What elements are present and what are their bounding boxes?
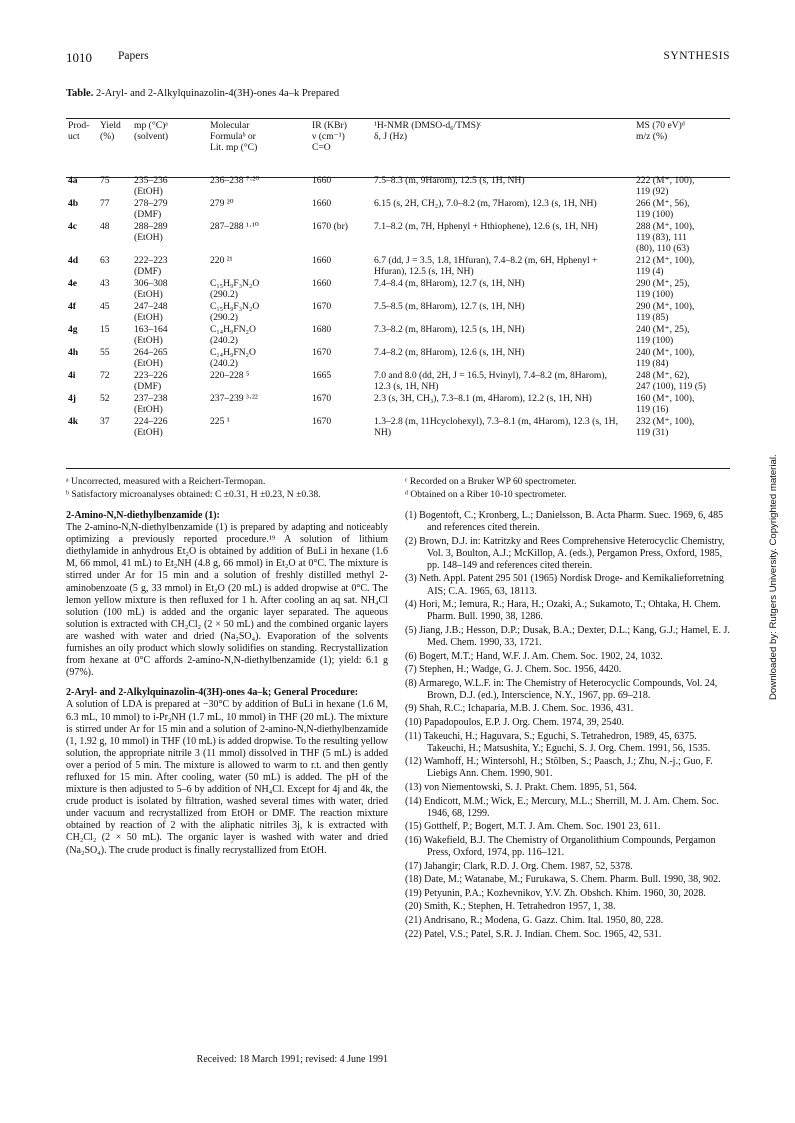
cell-line: C₁₅H₉F₃N₂O bbox=[210, 278, 260, 289]
cell-ms bbox=[634, 163, 730, 198]
cell-ir: 1670 bbox=[312, 393, 332, 404]
cell-line: 7.5–8.3 (m, 9Harom), 12.5 (s, 1H, NH) bbox=[374, 175, 525, 186]
cell-formula bbox=[208, 198, 310, 221]
table-row bbox=[66, 324, 730, 347]
column-header-line: C=O bbox=[312, 142, 331, 153]
cell-line: 287–288 ¹·¹⁰ bbox=[210, 221, 259, 232]
cell-ms bbox=[634, 393, 730, 416]
reference-item: (17) Jahangir; Clark, R.D. J. Org. Chem. 1987, 52, 5378. bbox=[405, 860, 633, 872]
cell-product: 4e bbox=[68, 278, 78, 289]
journal-name: SYNTHESIS bbox=[663, 50, 730, 62]
table-top-rule bbox=[66, 118, 730, 119]
cell-line: C₁₅H₉F₃N₂O bbox=[210, 301, 260, 312]
cell-line: 235–236 bbox=[134, 175, 168, 186]
cell-line: (EtOH) bbox=[134, 312, 163, 323]
cell-line: 119 (100) bbox=[636, 289, 674, 300]
cell-mp-solvent bbox=[132, 324, 208, 347]
cell-line: 278–279 bbox=[134, 198, 168, 209]
column-header-line: mp (°C)ᵃ bbox=[134, 120, 168, 131]
reference-item: (22) Patel, V.S.; Patel, S.R. J. Indian. Chem. Soc. 1965, 42, 531. bbox=[405, 928, 662, 940]
cell-line: 237–238 bbox=[134, 393, 168, 404]
cell-line: 288 (M⁺, 100), bbox=[636, 221, 695, 232]
references-column bbox=[405, 510, 730, 942]
cell-line: 290 (M⁺, 25), bbox=[636, 278, 690, 289]
cell-line: 222 (M⁺, 100), bbox=[636, 175, 695, 186]
cell-line: 160 (M⁺, 100), bbox=[636, 393, 695, 404]
cell-nmr bbox=[372, 221, 634, 255]
cell-nmr bbox=[372, 255, 634, 278]
table-row bbox=[66, 301, 730, 324]
table-label: Table. bbox=[66, 88, 94, 99]
cell-ms bbox=[634, 324, 730, 347]
table-header-row bbox=[66, 120, 730, 163]
section-body-quinazolinones: A solution of LDA is prepared at −30°C by addition of BuLi in hexane (1.6 M, 6.3 mL, 10 mmol) to i-Pr₂NH (1.7 mL, 10 mmol) in THF (20 mL). The mixture is stirred under Ar for 15 min and a solution of 2-amino-N,N-diethylbenzamide (1, 1.92 g, 10 mmol) in THF (10 mL) is added dropwise. To the resulting yellow solution, the appropriate nitrile 3 (11 mmol) dissolved in THF (5 mL) is added over a period of 5 min. The mixture is allowed to warm to r.t. and then gently refluxed for 15 min. After cooling, water (50 mL) is added. The pH of the mixture is then adjusted to 5–6 by addition of NH₄Cl. Except for 4j and 4k, the crude product is isolated by filtration, washed several times with water, dried under vacuum and recrystallized from EtOH or DMF. The reaction mixture obtained by reaction of 2 with the aliphatic nitriles 3j, k is extracted with CH₂Cl₂ (2 × 50 mL). The organic layer is washed with water and dried (Na₂SO₄). The crude product is finally recrystallized from EtOH. bbox=[66, 699, 388, 856]
reference-item: (19) Petyunin, P.A.; Kozhevnikov, Y.V. Zh. Obshch. Khim. 1960, 30, 2028. bbox=[405, 887, 706, 899]
cell-formula bbox=[208, 347, 310, 370]
reference-item: (14) Endicott, M.M.; Wick, E.; Mercury, M.L.; Sherrill, M. J. Am. Chem. Soc. 1946, 68, 1299. bbox=[405, 795, 719, 819]
cell-nmr bbox=[372, 163, 634, 198]
cell-ir: 1670 (br) bbox=[312, 221, 348, 232]
cell-yield: 75 bbox=[100, 175, 110, 186]
results-table bbox=[66, 120, 730, 439]
download-watermark bbox=[768, 400, 782, 700]
cell-formula bbox=[208, 416, 310, 439]
cell-line: 12.3 (s, 1H, NH) bbox=[374, 381, 439, 392]
cell-ir: 1660 bbox=[312, 175, 332, 186]
cell-ir: 1660 bbox=[312, 278, 332, 289]
cell-line: 279 ²⁰ bbox=[210, 198, 234, 209]
cell-line: 240 (M⁺, 25), bbox=[636, 324, 690, 335]
column-header-line: Molecular bbox=[210, 120, 250, 131]
cell-ms bbox=[634, 278, 730, 301]
cell-product: 4b bbox=[68, 198, 79, 209]
cell-line: 224–226 bbox=[134, 416, 168, 427]
cell-product: 4c bbox=[68, 221, 78, 232]
reference-item: (2) Brown, D.J. in: Katritzky and Rees Comprehensive Heterocyclic Chemistry, Vol. 3, Boulton, A.J.; McKillop, A. (eds.), Pergamon Press, Oxford, 1985, pp. 148–149 and references cited therein. bbox=[405, 535, 725, 571]
column-header-line: uct bbox=[68, 131, 80, 142]
cell-line: 248 (M⁺, 62), bbox=[636, 370, 690, 381]
table-row bbox=[66, 370, 730, 393]
cell-formula bbox=[208, 393, 310, 416]
cell-formula bbox=[208, 370, 310, 393]
cell-mp-solvent bbox=[132, 255, 208, 278]
cell-mp-solvent bbox=[132, 370, 208, 393]
cell-line: 7.1–8.2 (m, 7H, Hphenyl + Hthiophene), 12.6 (s, 1H, NH) bbox=[374, 221, 598, 232]
reference-item: (6) Bogert, M.T.; Hand, W.F. J. Am. Chem. Soc. 1902, 24, 1032. bbox=[405, 650, 663, 662]
cell-line: Hfuran), 12.5 (s, 1H, NH) bbox=[374, 266, 474, 277]
reference-item: (20) Smith, K.; Stephen, H. Tetrahedron 1957, 1, 38. bbox=[405, 901, 616, 913]
reference-list bbox=[405, 510, 730, 941]
section-name: Papers bbox=[118, 50, 149, 62]
cell-line: 6.15 (s, 2H, CH₂), 7.0–8.2 (m, 7Harom), 12.3 (s, 1H, NH) bbox=[374, 198, 597, 209]
table-row bbox=[66, 393, 730, 416]
table-row bbox=[66, 255, 730, 278]
section-body-amide: The 2-amino-N,N-diethylbenzamide (1) is prepared by adapting and noticeably optimizing a previously reported procedure.¹⁹ A solution of lithium diethylamide in anhydrous Et₂O is obtained by addition of BuLi in hexane (1.6 M, 66 mmol, 41 mL) to Et₂NH (4.8 g, 66 mmol) in Et₂O at 0°C. The mixture is stirred under Ar for 15 min and a solution of freshly distilled methyl 2-aminobenzoate (5 g, 33 mmol) in Et₂O (20 mL) is added dropwise at 0°C. The lemon yellow mixture is then refluxed for 1 h. After cooling an aq sat. NH₄Cl solution (100 mL) is added and the organic layer separated. The aqueous solution is extracted with CH₂Cl₂ (2 × 50 mL) and the combined organic layers are washed with water and dried (Na₂SO₄). Evaporation of the solvents furnishes an oily product which slowly solidifies on standing. Recrystallization from hexane at 0°C affords 2-amino-N,N-diethylbenzamide (1); yield: 6.1 g (97%). bbox=[66, 522, 388, 679]
cell-yield: 52 bbox=[100, 393, 110, 404]
cell-yield: 45 bbox=[100, 301, 110, 312]
column-header-line: m/z (%) bbox=[636, 131, 668, 142]
cell-ir: 1670 bbox=[312, 416, 332, 427]
cell-formula bbox=[208, 301, 310, 324]
cell-yield: 15 bbox=[100, 324, 110, 335]
table-row bbox=[66, 163, 730, 198]
cell-formula bbox=[208, 255, 310, 278]
text-column-left bbox=[66, 510, 388, 865]
cell-line: 240 (M⁺, 100), bbox=[636, 347, 695, 358]
cell-yield: 72 bbox=[100, 370, 110, 381]
cell-ir: 1660 bbox=[312, 198, 332, 209]
cell-ms bbox=[634, 370, 730, 393]
cell-mp-solvent bbox=[132, 278, 208, 301]
cell-line: 237–239 ³·²² bbox=[210, 393, 258, 404]
cell-formula bbox=[208, 278, 310, 301]
cell-mp-solvent bbox=[132, 163, 208, 198]
cell-line: 163–164 bbox=[134, 324, 168, 335]
cell-line: (EtOH) bbox=[134, 427, 163, 438]
cell-ms bbox=[634, 416, 730, 439]
reference-item: (12) Wamhoff, H.; Wintersohl, H.; Stölben, S.; Paasch, J.; Zhu, N.-j.; Guo, F. Liebigs Ann. Chem. 1990, 901. bbox=[405, 756, 713, 780]
cell-mp-solvent bbox=[132, 301, 208, 324]
cell-line: 119 (100) bbox=[636, 335, 674, 346]
cell-product: 4g bbox=[68, 324, 78, 335]
cell-line: 119 (100) bbox=[636, 209, 674, 220]
cell-nmr bbox=[372, 347, 634, 370]
column-header-line: Yield bbox=[100, 120, 121, 131]
cell-line: 7.0 and 8.0 (dd, 2H, J = 16.5, Hvinyl), 7.4–8.2 (m, 8Harom), bbox=[374, 370, 607, 381]
column-header-line: ν (cm⁻¹) bbox=[312, 131, 345, 142]
cell-product: 4i bbox=[68, 370, 76, 381]
cell-line: (DMF) bbox=[134, 266, 162, 277]
reference-item: (21) Andrisano, R.; Modena, G. Gazz. Chim. Ital. 1950, 80, 228. bbox=[405, 914, 664, 926]
reference-item: (5) Jiang, J.B.; Hesson, D.P.; Dusak, B.A.; Dexter, D.L.; Kang, G.J.; Hamel, E. J. Med. Chem. 1990, 33, 1721. bbox=[405, 624, 730, 648]
reference-item: (11) Takeuchi, H.; Haguvara, S.; Eguchi, S. Tetrahedron, 1989, 45, 6375. Takeuchi, H.; Matsushita, Y.; Eguchi, S. J. Org. Chem. 1991, 56, 1535. bbox=[405, 730, 711, 754]
cell-product: 4k bbox=[68, 416, 79, 427]
cell-line: 2.3 (s, 3H, CH₃), 7.3–8.1 (m, 4Harom), 12.2 (s, 1H, NH) bbox=[374, 393, 592, 404]
cell-line: (DMF) bbox=[134, 381, 162, 392]
table-row bbox=[66, 198, 730, 221]
cell-ms bbox=[634, 221, 730, 255]
cell-nmr bbox=[372, 416, 634, 439]
cell-ir: 1670 bbox=[312, 347, 332, 358]
cell-mp-solvent bbox=[132, 416, 208, 439]
table-caption bbox=[66, 88, 339, 99]
cell-line: 306–308 bbox=[134, 278, 168, 289]
table-row bbox=[66, 221, 730, 255]
reference-item: (7) Stephen, H.; Wadge, G. J. Chem. Soc. 1956, 4420. bbox=[405, 664, 622, 676]
cell-yield: 77 bbox=[100, 198, 110, 209]
cell-line: (290.2) bbox=[210, 312, 238, 323]
cell-mp-solvent bbox=[132, 393, 208, 416]
cell-line: 7.4–8.4 (m, 8Harom), 12.7 (s, 1H, NH) bbox=[374, 278, 525, 289]
column-header-line: δ, J (Hz) bbox=[374, 131, 408, 142]
column-header-ms bbox=[634, 120, 730, 163]
cell-line: 266 (M⁺, 56), bbox=[636, 198, 690, 209]
cell-line: (EtOH) bbox=[134, 358, 163, 369]
received-dates: Received: 18 March 1991; revised: 4 June 1991 bbox=[196, 1054, 388, 1065]
cell-mp-solvent bbox=[132, 347, 208, 370]
reference-item: (15) Gotthelf, P.; Bogert, M.T. J. Am. Chem. Soc. 1901 23, 611. bbox=[405, 821, 661, 833]
page-number: 1010 bbox=[66, 50, 92, 65]
column-header-product bbox=[66, 120, 98, 163]
cell-line: 220–228 ⁵ bbox=[210, 370, 250, 381]
column-header-line: ¹H-NMR (DMSO-d₆/TMS)ᶜ bbox=[374, 120, 482, 131]
column-header-line: Prod- bbox=[68, 120, 90, 131]
column-header-line: (%) bbox=[100, 131, 115, 142]
cell-line: 236–238 ⁷·²⁰ bbox=[210, 175, 260, 186]
cell-line: 247 (100), 119 (5) bbox=[636, 381, 706, 392]
cell-nmr bbox=[372, 393, 634, 416]
cell-line: 232 (M⁺, 100), bbox=[636, 416, 695, 427]
cell-line: 119 (31) bbox=[636, 427, 669, 438]
cell-ms bbox=[634, 347, 730, 370]
cell-product: 4j bbox=[68, 393, 76, 404]
reference-item: (10) Papadopoulos, E.P. J. Org. Chem. 1974, 39, 2540. bbox=[405, 717, 624, 728]
cell-line: 119 (85) bbox=[636, 312, 669, 323]
cell-ir: 1660 bbox=[312, 255, 332, 266]
cell-line: (240.2) bbox=[210, 358, 238, 369]
cell-line: C₁₄H₉FN₂O bbox=[210, 324, 256, 335]
cell-line: 222–223 bbox=[134, 255, 168, 266]
column-header-line: IR (KBr) bbox=[312, 120, 347, 131]
cell-line: (EtOH) bbox=[134, 335, 163, 346]
cell-line: 1.3–2.8 (m, 11Hcyclohexyl), 7.3–8.1 (m, 4Harom), 12.3 (s, 1H, bbox=[374, 416, 618, 427]
cell-line: 119 (83), 111 bbox=[636, 232, 687, 243]
cell-line: 6.7 (dd, J = 3.5, 1.8, 1Hfuran), 7.4–8.2 (m, 6H, Hphenyl + bbox=[374, 255, 598, 266]
column-header-ir bbox=[310, 120, 372, 163]
cell-line: 119 (16) bbox=[636, 404, 669, 415]
table-bottom-rule bbox=[66, 468, 730, 469]
cell-line: (EtOH) bbox=[134, 186, 163, 197]
cell-line: 119 (92) bbox=[636, 186, 669, 197]
footnote-b: ᵇ Satisfactory microanalyses obtained: C ±0.31, H ±0.23, N ±0.38. bbox=[66, 489, 321, 500]
reference-item: (1) Bogentoft, C.; Kronberg, L.; Danielsson, B. Acta Pharm. Suec. 1969, 6, 485 and references cited therein. bbox=[405, 510, 724, 534]
cell-line: NH) bbox=[374, 427, 392, 438]
table-body bbox=[66, 163, 730, 439]
cell-mp-solvent bbox=[132, 221, 208, 255]
cell-product: 4h bbox=[68, 347, 79, 358]
cell-product: 4d bbox=[68, 255, 79, 266]
table-title: 2-Aryl- and 2-Alkylquinazolin-4(3H)-ones 4a–k Prepared bbox=[95, 88, 340, 99]
cell-mp-solvent bbox=[132, 198, 208, 221]
table-row bbox=[66, 416, 730, 439]
column-header-mp-solvent bbox=[132, 120, 208, 163]
section-heading-quinazolinones: 2-Aryl- and 2-Alkylquinazolin-4(3H)-ones 4a–k; General Procedure: bbox=[66, 687, 359, 699]
column-header-nmr bbox=[372, 120, 634, 163]
cell-nmr bbox=[372, 198, 634, 221]
cell-product: 4f bbox=[68, 301, 76, 312]
cell-yield: 63 bbox=[100, 255, 110, 266]
cell-line: 247–248 bbox=[134, 301, 168, 312]
cell-line: 288–289 bbox=[134, 221, 168, 232]
cell-line: (240.2) bbox=[210, 335, 238, 346]
download-watermark-text: Downloaded by: Rutgers University. Copyrighted material. bbox=[768, 454, 779, 700]
cell-line: (290.2) bbox=[210, 289, 238, 300]
reference-item: (3) Neth. Appl. Patent 295 501 (1965) Nordisk Droge- and Kemikalieforretning AIS; C.A. 1965, 63, 18113. bbox=[405, 573, 724, 597]
footnote-d: ᵈ Obtained on a Riber 10-10 spectrometer. bbox=[405, 489, 567, 500]
cell-line: 290 (M⁺, 100), bbox=[636, 301, 695, 312]
cell-line: 220 ²¹ bbox=[210, 255, 233, 266]
cell-ms bbox=[634, 255, 730, 278]
cell-line: 7.3–8.2 (m, 8Harom), 12.5 (s, 1H, NH) bbox=[374, 324, 525, 335]
cell-ms bbox=[634, 301, 730, 324]
cell-line: (EtOH) bbox=[134, 289, 163, 300]
cell-nmr bbox=[372, 278, 634, 301]
column-header-yield bbox=[98, 120, 132, 163]
reference-item: (4) Hori, M.; Iemura, R.; Hara, H.; Ozaki, A.; Sukamoto, T.; Ohtaka, H. Chem. Pharm. Bull. 1990, 38, 1286. bbox=[405, 599, 721, 623]
cell-line: (80), 110 (63) bbox=[636, 243, 690, 254]
cell-yield: 48 bbox=[100, 221, 110, 232]
cell-line: 264–265 bbox=[134, 347, 168, 358]
column-header-line: Formulaᵇ or bbox=[210, 131, 256, 142]
table-row bbox=[66, 278, 730, 301]
cell-nmr bbox=[372, 370, 634, 393]
section-heading-amide: 2-Amino-N,N-diethylbenzamide (1): bbox=[66, 510, 220, 521]
reference-item: (9) Shah, R.C.; Ichaparia, M.B. J. Chem. Soc. 1936, 431. bbox=[405, 703, 634, 715]
cell-ms bbox=[634, 198, 730, 221]
reference-item: (13) von Niementowski, S. J. Prakt. Chem. 1895, 51, 564. bbox=[405, 781, 637, 793]
column-header-line: (solvent) bbox=[134, 131, 169, 142]
reference-item: (18) Date, M.; Watanabe, M.; Furukawa, S. Chem. Pharm. Bull. 1990, 38, 902. bbox=[405, 874, 721, 886]
cell-line: C₁₄H₉FN₂O bbox=[210, 347, 256, 358]
cell-ir: 1680 bbox=[312, 324, 332, 335]
column-header-line: Lit. mp (°C) bbox=[210, 142, 258, 153]
cell-ir: 1665 bbox=[312, 370, 332, 381]
cell-line: 225 ¹ bbox=[210, 416, 230, 427]
reference-item: (8) Armarego, W.L.F. in: The Chemistry of Heterocyclic Compounds, Vol. 24, Brown, D.J. (ed.), Interscience, N.Y., 1967, pp. 69–218. bbox=[405, 677, 718, 701]
cell-line: 7.5–8.5 (m, 8Harom), 12.7 (s, 1H, NH) bbox=[374, 301, 525, 312]
cell-product: 4a bbox=[68, 175, 78, 186]
cell-line: (EtOH) bbox=[134, 404, 163, 415]
cell-line: 7.4–8.2 (m, 8Harom), 12.6 (s, 1H, NH) bbox=[374, 347, 525, 358]
cell-formula bbox=[208, 221, 310, 255]
cell-formula bbox=[208, 163, 310, 198]
reference-item: (16) Wakefield, B.J. The Chemistry of Organolithium Compounds, Pergamon Press, Oxford, 1974, pp. 116–121. bbox=[405, 834, 716, 858]
cell-line: (DMF) bbox=[134, 209, 162, 220]
cell-line: 212 (M⁺, 100), bbox=[636, 255, 695, 266]
cell-nmr bbox=[372, 301, 634, 324]
cell-yield: 55 bbox=[100, 347, 110, 358]
cell-line: (EtOH) bbox=[134, 232, 163, 243]
table-row bbox=[66, 347, 730, 370]
footnote-c: ᶜ Recorded on a Bruker WP 60 spectrometer. bbox=[405, 476, 577, 487]
cell-line: 119 (4) bbox=[636, 266, 664, 277]
cell-yield: 43 bbox=[100, 278, 110, 289]
column-header-formula bbox=[208, 120, 310, 163]
cell-line: 223–226 bbox=[134, 370, 168, 381]
cell-ir: 1670 bbox=[312, 301, 332, 312]
cell-formula bbox=[208, 324, 310, 347]
column-header-line: MS (70 eV)ᵈ bbox=[636, 120, 685, 131]
cell-yield: 37 bbox=[100, 416, 110, 427]
cell-line: 119 (84) bbox=[636, 358, 669, 369]
cell-nmr bbox=[372, 324, 634, 347]
footnote-a: ᵃ Uncorrected, measured with a Reichert-Termopan. bbox=[66, 476, 266, 487]
